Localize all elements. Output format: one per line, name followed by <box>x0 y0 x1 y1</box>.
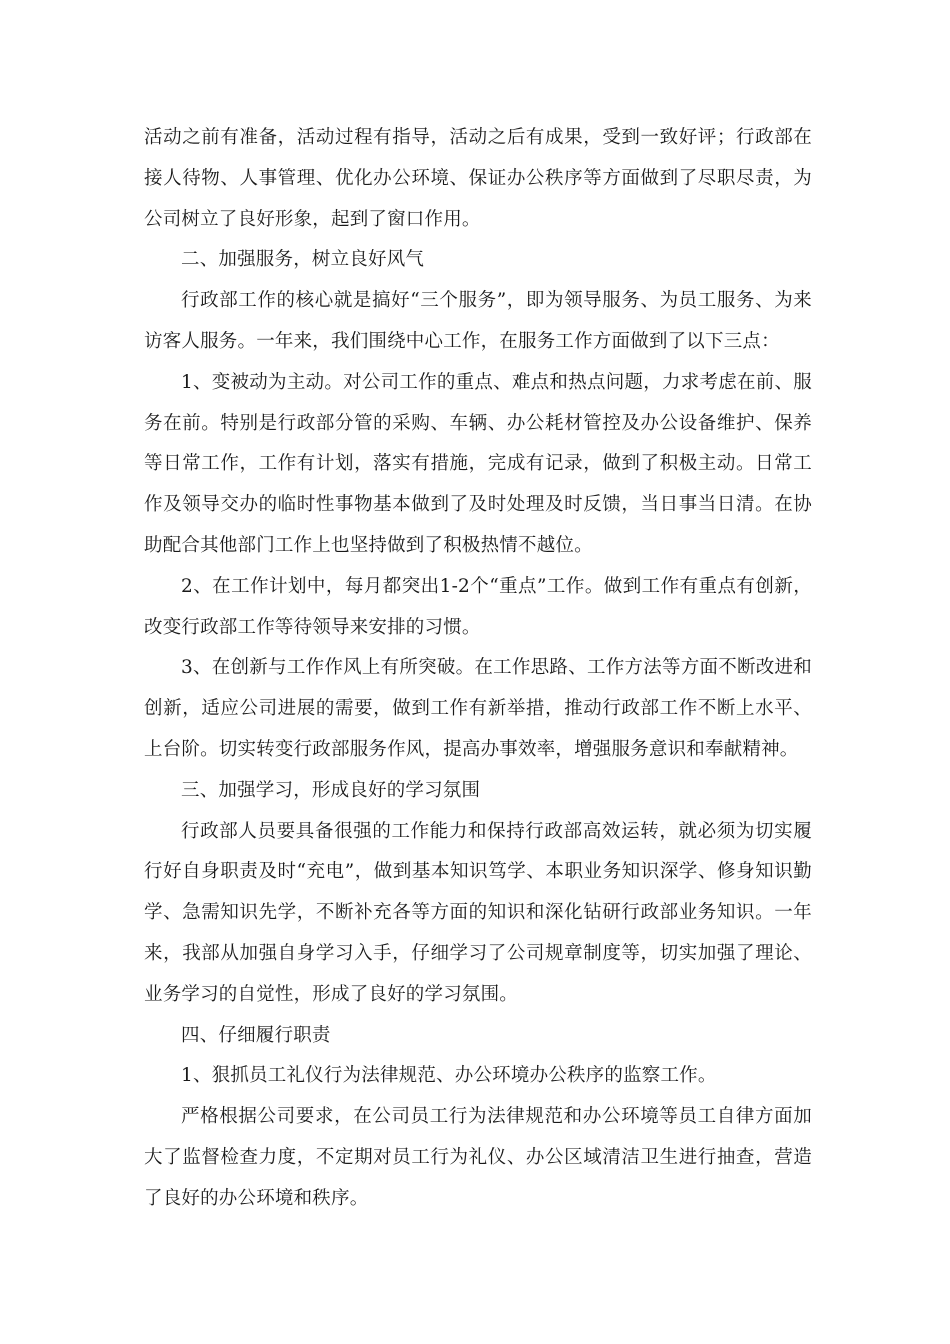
document-body <box>144 118 812 1220</box>
section-heading-learning: 三、加强学习，形成良好的学习氛围 <box>181 779 481 801</box>
section-heading-service: 二、加强服务，树立良好风气 <box>181 249 425 271</box>
paragraph-learning: 行政部人员要具备很强的工作能力和保持行政部高效运转，就必须为切实履行好自身职责及时“充电”，做到基本知识笃学、本职业务知识深学、修身知识勤学、急需知识先学，不断补充各等方面的知识和深化钻研行政部业务知识。一年来，我部从加强自身学习入手，仔细学习了公司规章制度等，切实加强了理论、业务学习的自觉性，形成了良好的学习氛围。 <box>144 820 812 1005</box>
paragraph-item-innovation: 3、在创新与工作作风上有所突破。在工作思路、工作方法等方面不断改进和创新，适应公司进展的需要，做到工作有新举措，推动行政部工作不断上水平、上台阶。切实转变行政部服务作风，提高办事效率，增强服务意识和奉献精神。 <box>144 657 812 760</box>
section-heading-duties: 四、仔细履行职责 <box>181 1024 331 1046</box>
paragraph-three-services: 行政部工作的核心就是搞好“三个服务”，即为领导服务、为员工服务、为来访客人服务。一年来，我们围绕中心工作，在服务工作方面做到了以下三点： <box>144 290 812 352</box>
paragraph-item-proactive: 1、变被动为主动。对公司工作的重点、难点和热点问题，力求考虑在前、服务在前。特别是行政部分管的采购、车辆、办公耗材管控及办公设备维护、保养等日常工作，工作有计划，落实有措施，完成有记录，做到了积极主动。日常工作及领导交办的临时性事物基本做到了及时处理及时反馈，当日事当日清。在协助配合其他部门工作上也坚持做到了积极热情不越位。 <box>144 371 812 556</box>
paragraph-item-supervision: 1、狠抓员工礼仪行为法律规范、办公环境办公秩序的监察工作。 <box>181 1065 717 1087</box>
paragraph-item-key-work: 2、在工作计划中，每月都突出1-2个“重点”工作。做到工作有重点有创新，改变行政部工作等待领导来安排的习惯。 <box>144 575 812 638</box>
paragraph-supervision-detail: 严格根据公司要求，在公司员工行为法律规范和办公环境等员工自律方面加大了监督检查力度，不定期对员工行为礼仪、办公区域清洁卫生进行抽查，营造了良好的办公环境和秩序。 <box>144 1106 812 1209</box>
paragraph-continuation: 活动之前有准备，活动过程有指导，活动之后有成果，受到一致好评；行政部在接人待物、人事管理、优化办公环境、保证办公秩序等方面做到了尽职尽责，为公司树立了良好形象，起到了窗口作用。 <box>144 127 812 230</box>
